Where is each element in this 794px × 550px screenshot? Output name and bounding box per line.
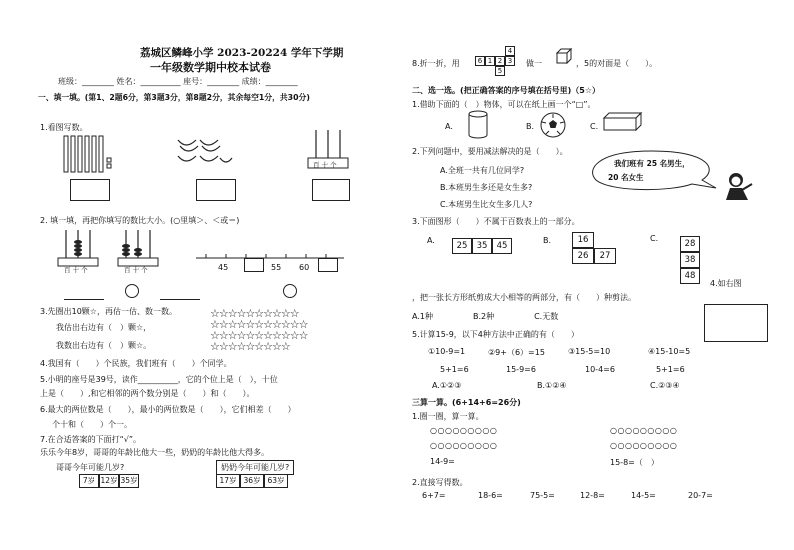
section1-heading: 一、填一填。(第1、2题6分，第3题3分，第8题2分，其余每空1分，共30分) bbox=[38, 93, 310, 102]
rectangle-figure bbox=[704, 304, 768, 342]
calc2-text: 2.直接写得数。 bbox=[412, 478, 468, 487]
q8-text-a: 8.折一折，用 bbox=[412, 59, 460, 68]
choice4-text: ，把一张长方形纸剪成大小相等的两部分，有（ ）种剪法。 bbox=[412, 293, 636, 302]
choice5-option-c[interactable]: C.②③④ bbox=[650, 381, 680, 390]
q7-brother-question: 哥哥今年可能几岁? bbox=[56, 463, 125, 472]
choice3-option-b[interactable]: B. bbox=[543, 236, 552, 245]
q1-text: 1.看图写数。 bbox=[40, 123, 88, 132]
choice1-option-c[interactable]: C. bbox=[590, 122, 599, 131]
chart-cell: 45 bbox=[492, 238, 512, 254]
direct-answer-item[interactable]: 75-5= bbox=[530, 491, 555, 500]
number-line-blank-1[interactable] bbox=[244, 258, 264, 272]
bubble-line1: 我们班有 25 名男生， bbox=[614, 159, 690, 168]
direct-answer-item[interactable]: 12-8= bbox=[580, 491, 605, 500]
q8-text-c: ，5的对面是（ ）。 bbox=[576, 59, 658, 68]
number-line-blank-2[interactable] bbox=[318, 258, 338, 272]
calc1-eq-a: 14-9= bbox=[430, 457, 455, 466]
brother-age-options bbox=[79, 474, 139, 488]
chart-cell: 25 bbox=[452, 238, 472, 254]
choice2-option-c[interactable]: C.本班男生比女生多几人? bbox=[440, 200, 533, 209]
age-option[interactable]: 17岁 bbox=[216, 474, 240, 488]
q7-grandma-question: 奶奶今年可能几岁? bbox=[216, 460, 294, 475]
q8-text-b: 做一 bbox=[526, 59, 542, 68]
abacus-label-2: 百 十 个 bbox=[64, 266, 88, 274]
method-4: ④15-10=5 bbox=[648, 347, 691, 356]
teacher-icon bbox=[722, 172, 754, 202]
section3-heading: 三算一算。(6+14+6=26分) bbox=[412, 398, 521, 407]
choice1-option-a[interactable]: A. bbox=[445, 122, 453, 131]
age-option[interactable]: 36岁 bbox=[240, 474, 264, 488]
q7-text: 7.在合适答案的下面打“√”。 bbox=[40, 435, 142, 444]
number-line-60: 60 bbox=[299, 263, 310, 272]
choice5-option-a[interactable]: A.①②③ bbox=[432, 381, 462, 390]
method-4-step2: 5+1=6 bbox=[656, 365, 685, 374]
compare-blank-2[interactable] bbox=[160, 289, 200, 300]
circles-row-1b[interactable]: ○○○○○○○○○ bbox=[430, 441, 498, 450]
choice4-options[interactable]: A.1种 B.2种 C.无数 bbox=[412, 312, 559, 321]
choice2-text: 2.下列问题中，要用减法解决的是（ ）。 bbox=[412, 147, 568, 156]
q1-answer-box-3[interactable] bbox=[312, 179, 350, 201]
abacus-label-3: 百 十 个 bbox=[124, 266, 148, 274]
grandma-age-options bbox=[216, 474, 288, 488]
choice4-side-label: 4.如右图 bbox=[710, 279, 742, 288]
cuboid-icon bbox=[603, 112, 643, 132]
net-face: 5 bbox=[495, 66, 505, 76]
abacus-label-1: 百 十 个 bbox=[313, 161, 337, 169]
banana-bunches-illustration bbox=[176, 136, 236, 172]
q6-text-line1: 6.最大的两位数是（ ），最小的两位数是（ ），它们相差（ ） bbox=[40, 405, 296, 414]
age-option[interactable]: 35岁 bbox=[119, 474, 139, 488]
tens-bars-illustration bbox=[62, 136, 112, 176]
age-option[interactable]: 12岁 bbox=[99, 474, 119, 488]
choice2-option-a[interactable]: A.全班一共有几位同学? bbox=[440, 166, 525, 175]
cube-icon bbox=[556, 48, 572, 64]
net-face: 2 bbox=[495, 56, 505, 66]
choice2-option-b[interactable]: B.本班男生多还是女生多? bbox=[440, 183, 533, 192]
bubble-line2: 20 名女生 bbox=[608, 173, 644, 182]
choice1-option-b[interactable]: B. bbox=[526, 122, 535, 131]
chart-cell: 48 bbox=[680, 268, 700, 284]
student-info-line: 班级：________ 姓名：__________ 座号：________ 成绩：________ bbox=[58, 77, 298, 86]
direct-answer-item[interactable]: 20-7= bbox=[688, 491, 713, 500]
q3-estimate: 我估出右边有（ ）颗☆， bbox=[56, 323, 152, 332]
method-3-step2: 10-4=6 bbox=[585, 365, 615, 374]
compare-circle-2[interactable] bbox=[283, 284, 297, 298]
method-2-step2: 15-9=6 bbox=[506, 365, 536, 374]
section2-heading: 二、选一选。(把正确答案的序号填在括号里)（5☆） bbox=[412, 86, 601, 95]
soccer-ball-icon bbox=[540, 112, 566, 138]
q2-text: 2. 填一填，再把你填写的数比大小。(○里填＞、＜或＝) bbox=[40, 216, 240, 225]
choice1-text: 1.借助下面的（ ）物体，可以在纸上画一个“□”。 bbox=[412, 100, 596, 109]
circles-row-2a[interactable]: ○○○○○○○○○ bbox=[610, 426, 678, 435]
cylinder-icon bbox=[468, 110, 488, 140]
number-line-45: 45 bbox=[218, 263, 229, 272]
choice3-option-c[interactable]: C. bbox=[650, 234, 659, 243]
q5-text-line2: 上是（ ）,和它相邻的两个数分别是（ ）和（ ）。 bbox=[40, 389, 255, 398]
number-line-55: 55 bbox=[271, 263, 282, 272]
circles-row-2b[interactable]: ○○○○○○○○○ bbox=[610, 441, 678, 450]
age-option[interactable]: 7岁 bbox=[79, 474, 99, 488]
method-1: ①10-9=1 bbox=[428, 347, 466, 356]
chart-cell: 35 bbox=[472, 238, 492, 254]
chart-cell: 27 bbox=[594, 248, 616, 264]
abacus-illustration-2 bbox=[58, 230, 98, 264]
q3-text: 3.先圈出10颗☆，再估一估、数一数。 bbox=[40, 307, 177, 316]
choice5-option-b[interactable]: B.①②④ bbox=[537, 381, 567, 390]
method-2: ②9+（6）=15 bbox=[488, 348, 545, 357]
speech-bubble bbox=[590, 150, 720, 192]
hundred-chart-piece-a bbox=[452, 238, 512, 254]
age-option[interactable]: 63岁 bbox=[264, 474, 288, 488]
abacus-illustration-3 bbox=[118, 230, 158, 264]
net-face: 4 bbox=[505, 46, 515, 56]
chart-cell: 28 bbox=[680, 236, 700, 252]
circles-row-1a[interactable]: ○○○○○○○○○ bbox=[430, 426, 498, 435]
chart-cell: 38 bbox=[680, 252, 700, 268]
compare-circle-1[interactable] bbox=[125, 284, 139, 298]
stars-group[interactable]: ☆☆☆☆☆☆☆☆☆☆ ☆☆☆☆☆☆☆☆☆☆☆ ☆☆☆☆☆☆☆☆☆☆☆ ☆☆☆☆☆☆☆☆☆ bbox=[210, 307, 308, 353]
direct-answer-item[interactable]: 18-6= bbox=[478, 491, 503, 500]
q5-text-line1: 5.小明的座号是39号，读作__________，它的个位上是（ ），十位 bbox=[40, 375, 278, 384]
compare-blank-1[interactable] bbox=[64, 289, 104, 300]
chart-cell: 16 bbox=[572, 232, 594, 248]
chart-cell: 26 bbox=[572, 248, 594, 264]
exam-title-line2: 一年级数学期中校本试卷 bbox=[150, 61, 271, 74]
q1-answer-box-1[interactable] bbox=[70, 179, 110, 201]
q4-text: 4.我国有（ ）个民族，我们班有（ ）个同学。 bbox=[40, 359, 232, 368]
method-1-step2: 5+1=6 bbox=[440, 365, 469, 374]
method-3: ③15-5=10 bbox=[568, 347, 611, 356]
direct-answer-item[interactable]: 14-5= bbox=[631, 491, 656, 500]
choice3-text: 3.下面图形（ ）不属于百数表上的一部分。 bbox=[412, 217, 580, 226]
direct-answer-item[interactable]: 6+7= bbox=[422, 491, 446, 500]
calc1-eq-b: 15-8=（ ） bbox=[610, 458, 659, 467]
calc1-text: 1.圈一圈，算一算。 bbox=[412, 412, 484, 421]
choice3-option-a[interactable]: A. bbox=[427, 236, 435, 245]
net-face: 6 bbox=[475, 56, 485, 66]
net-face: 3 bbox=[505, 56, 515, 66]
q1-answer-box-2[interactable] bbox=[196, 179, 236, 201]
q3-count: 我数出右边有（ ）颗☆。 bbox=[56, 341, 152, 350]
q7-story: 乐乐今年8岁，哥哥的年龄比他大一些，奶奶的年龄比他大得多。 bbox=[40, 448, 270, 457]
choice5-text: 5.计算15-9，以下4种方法中正确的有（ ） bbox=[412, 330, 579, 339]
net-face: 1 bbox=[485, 56, 495, 66]
exam-title-line1: 荔城区鳞峰小学 2023-20224 学年下学期 bbox=[140, 47, 344, 59]
q6-text-line2: 个十和（ ）个一。 bbox=[52, 420, 132, 429]
